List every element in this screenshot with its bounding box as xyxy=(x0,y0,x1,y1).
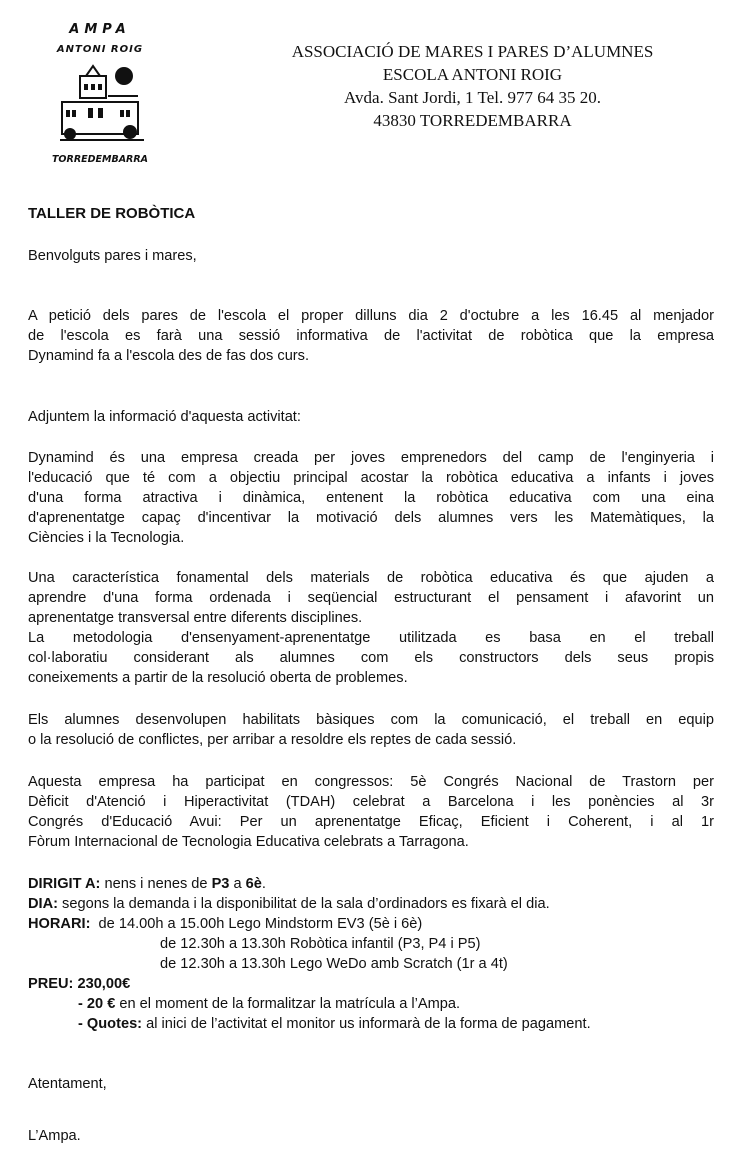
paragraph-line: Adjuntem la informació d'aquesta activitat: xyxy=(28,409,301,425)
price: PREU: 230,00€ xyxy=(28,976,131,992)
target-audience: DIRIGIT A: nens i nenes de P3 a 6è. xyxy=(28,876,266,892)
schedule-line: HORARI: de 14.00h a 15.00h Lego Mindstorm EV3 (5è i 6è) xyxy=(28,916,423,932)
day-info: DIA: segons la demanda i la disponibilitat de la sala d’ordinadors es fixarà el dia. xyxy=(28,896,550,912)
postal-town: 43830 TORREDEMBARRA xyxy=(373,111,572,130)
paragraph-line: La metodologia d'ensenyament-aprenentatge utilitzada es basa en el treball xyxy=(28,630,714,646)
letterhead xyxy=(250,40,695,132)
paragraph xyxy=(28,407,714,427)
signature: L’Ampa. xyxy=(28,1128,81,1144)
paragraph-line: l'educació que té com a objectiu principal acostar la robòtica educativa a infants i joves xyxy=(28,470,714,486)
logo-school-text: ANTONI ROIG xyxy=(56,44,144,55)
schedule-line: de 12.30h a 13.30h Lego WeDo amb Scratch (1r a 4t) xyxy=(160,956,508,972)
address: Avda. Sant Jordi, 1 Tel. 977 64 35 20. xyxy=(344,88,601,107)
paragraph-line: aprenentatge transversal entre diferents disciplines. xyxy=(28,610,363,626)
logo-town-text: TORREDEMBARRA xyxy=(51,154,149,165)
paragraph-line: d'una forma atractiva i dinàmica, entenent la robòtica educativa com una eina xyxy=(28,490,714,506)
paragraph-line: d'aprenentatge capaç d'incentivar la motivació dels alumnes vers les Matemàtiques, la xyxy=(28,510,714,526)
paragraph-line: col·laboratiu considerant als alumnes com els constructors dels seus propis xyxy=(28,650,714,666)
paragraph-line: Una característica fonamental dels materials de robòtica educativa és que ajuden a xyxy=(28,570,714,586)
paragraph-line: aprendre d'una forma ordenada i seqüencial estructurant el pensament i afavorint un xyxy=(28,590,714,606)
paragraph-line: Aquesta empresa ha participat en congressos: 5è Congrés Nacional de Trastorn per xyxy=(28,774,714,790)
school-building-drawing xyxy=(58,62,148,146)
price-item: - Quotes: al inici de l’activitat el monitor us informarà de la forma de pagament. xyxy=(78,1016,591,1032)
logo-ampa-text: AMPA xyxy=(69,22,131,37)
school-name: ESCOLA ANTONI ROIG xyxy=(382,65,563,84)
paragraph-line: de l'escola es farà una sessió informativa de l'activitat de robòtica que la empresa xyxy=(28,328,714,344)
paragraph-line: Dynamind és una empresa creada per joves emprenedors del camp de l'enginyeria i xyxy=(28,450,714,466)
schedule-line: de 12.30h a 13.30h Robòtica infantil (P3, P4 i P5) xyxy=(160,936,481,952)
paragraph-line: Fòrum Internacional de Tecnologia Educativa celebrats a Tarragona. xyxy=(28,834,469,850)
association-name: ASSOCIACIÓ DE MARES I PARES D’ALUMNES xyxy=(291,42,654,61)
paragraph xyxy=(28,306,714,366)
paragraph xyxy=(28,568,714,688)
paragraph-line: A petició dels pares de l'escola el proper dilluns dia 2 d'octubre a les 16.45 al menjador xyxy=(28,308,714,324)
paragraph-line: Dynamind fa a l'escola des de fas dos curs. xyxy=(28,348,310,364)
paragraph-line: Ciències i la Tecnologia. xyxy=(28,530,185,546)
greeting: Benvolguts pares i mares, xyxy=(28,248,197,264)
paragraph-line: Dèficit d'Atenció i Hiperactivitat (TDAH) celebrat a Barcelona i les ponències al 3r xyxy=(28,794,714,810)
paragraph xyxy=(28,710,714,750)
paragraph-line: Congrés d'Educació Avui: Per un aprenentatge Eficaç, Eficient i Coherent, i al 1r xyxy=(28,814,714,830)
details-section xyxy=(28,874,714,1034)
paragraph-line: o la resolució de conflictes, per arribar a resoldre els reptes de cada sessió. xyxy=(28,732,517,748)
paragraph xyxy=(28,448,714,548)
paragraph-line: coneixements a partir de la resolució oberta de problemes. xyxy=(28,670,408,686)
price-item: - 20 € en el moment de la formalitzar la matrícula a l’Ampa. xyxy=(78,996,461,1012)
closing: Atentament, xyxy=(28,1076,107,1092)
paragraph xyxy=(28,772,714,852)
ampa-logo xyxy=(40,22,160,172)
paragraph-line: Els alumnes desenvolupen habilitats bàsiques com la comunicació, el treball en equip xyxy=(28,712,714,728)
document-title: TALLER DE ROBÒTICA xyxy=(28,205,196,222)
